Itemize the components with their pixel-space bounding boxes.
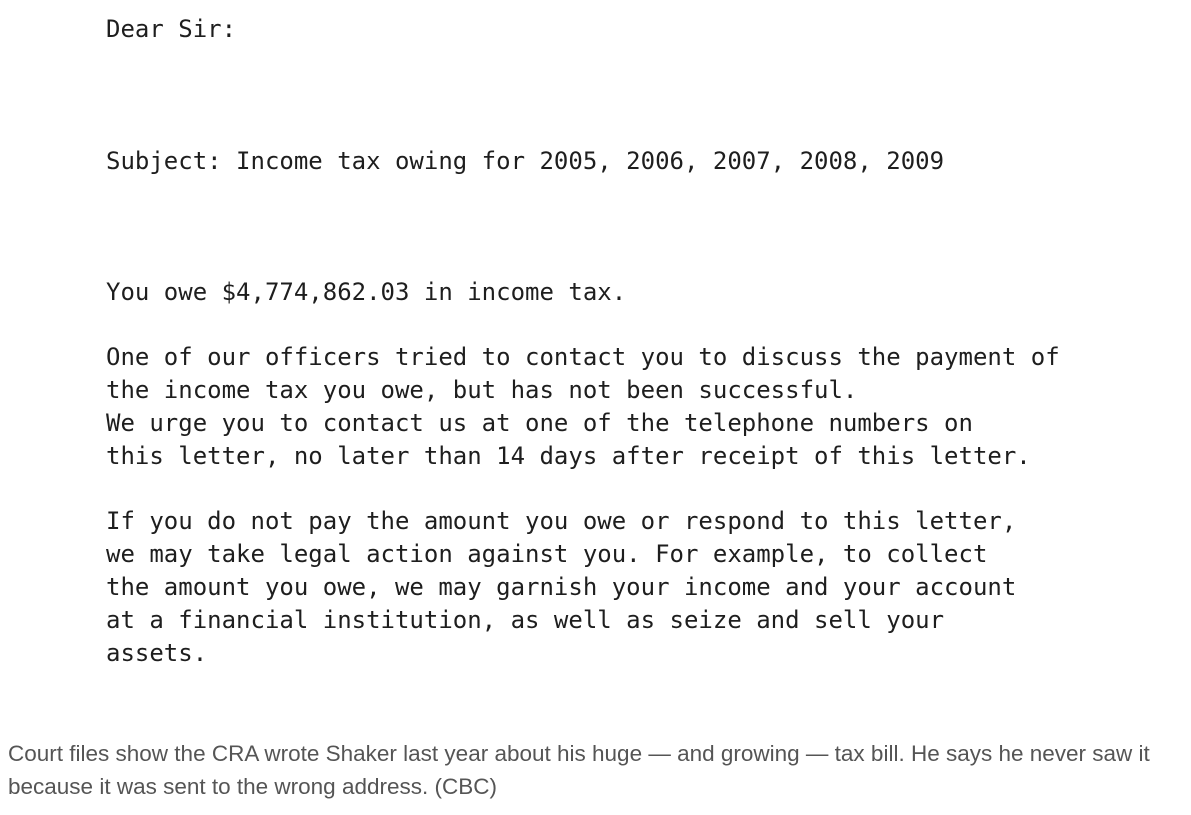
letter-line: the amount you owe, we may garnish your income and your account <box>106 573 1017 601</box>
letter-line: we may take legal action against you. For example, to collect <box>106 540 988 568</box>
letter-line: One of our officers tried to contact you to discuss the payment of <box>106 343 1060 371</box>
letter-amount-owed: You owe $4,774,862.03 in income tax. <box>106 278 627 306</box>
letter-subject: Subject: Income tax owing for 2005, 2006, 2007, 2008, 2009 <box>106 147 945 175</box>
image-caption: Court files show the CRA wrote Shaker last year about his huge — and growing — tax bill. He says he never saw it because it was sent to the wrong address. (CBC) <box>8 741 1150 799</box>
letter-line: at a financial institution, as well as seize and sell your <box>106 606 945 634</box>
letter-salutation: Dear Sir: <box>106 15 237 43</box>
letter-line: this letter, no later than 14 days after receipt of this letter. <box>106 442 1031 470</box>
letter-line: We urge you to contact us at one of the telephone numbers on <box>106 409 973 437</box>
letter-line: the income tax you owe, but has not been successful. <box>106 376 858 404</box>
letter-line: If you do not pay the amount you owe or respond to this letter, <box>106 507 1017 535</box>
letter-line: assets. <box>106 639 208 667</box>
